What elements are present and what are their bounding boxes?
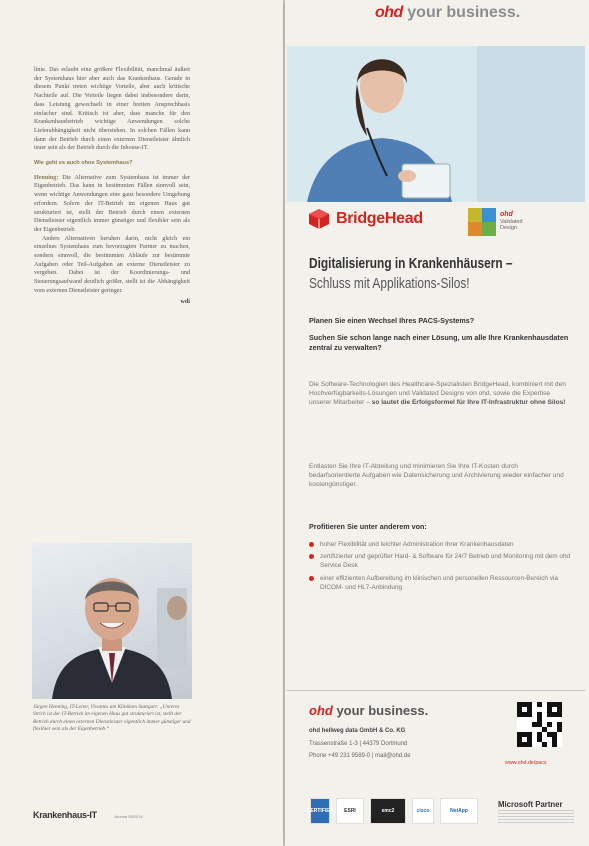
- erfolgsformel-paragraph: [309, 380, 571, 408]
- portrait-photo: [32, 543, 192, 699]
- partner-logo: ESRI: [336, 798, 364, 824]
- validated-ohd: ohd: [500, 211, 513, 219]
- partner-logos: [306, 798, 478, 824]
- left-magazine-page: [0, 0, 283, 846]
- answer-paragraph: [34, 174, 190, 235]
- advert-headline: Digitalisierung in Krankenhäusern –: [309, 256, 513, 272]
- ohd-header-logo: [375, 4, 520, 22]
- answer-paragraph-2: Anders Alternativen beruhen darin, nicht gleich ein einzelnes Systemhaus zum bevorzugten Partner zu machen, sondern sinnvoll, die bestimmten Abläufe zur bestimmte Aufgaben oder Teil-Aufgaben an externe Dienstleister zu vergeben. Dabei ist der Koordinierungs- und Steuerungsaufwand deutlich größer, stellt ist die Abhängigkeit vom externen Dienstleister geringer.: [34, 235, 190, 294]
- partner-logo: CERTIFIED: [310, 798, 330, 824]
- krankenhaus-it-logo: Krankenhaus-IT: [33, 810, 97, 820]
- ohd-footer-logo: [309, 703, 428, 718]
- list-item: einer effizienten Aufbereitung im klinischen und personellen Ressourcen-Bereich via DICOM- und HL7-Anbindung: [309, 574, 571, 592]
- your-business-wordmark: your business.: [402, 4, 521, 21]
- bridgehead-cube-icon: [308, 208, 330, 230]
- journal-issue: Journal 05/2016: [114, 814, 143, 819]
- bridgehead-wordmark: BridgeHead: [336, 210, 423, 227]
- author-signature: wdi: [180, 298, 190, 305]
- partner-logo: NetApp: [440, 798, 478, 824]
- company-contact: Phone +49 231 9589-0 | mail@ohd.de: [309, 753, 411, 759]
- entlasten-paragraph: Entlasten Sie Ihre IT-Abteilung und minimieren Sie Ihre IT-Kosten durch bedarfsorientierte Aufgaben wie Datensicherung und Archivierung wieder einfacher und kostengünstiger.: [309, 463, 564, 489]
- para1-bold: so lautet die Erfolgsformel für Ihre IT-Infrastruktur ohne Silos!: [369, 399, 566, 407]
- hero-photo-nurse: [287, 46, 585, 202]
- advert-subheadline: Schluss mit Applikations-Silos!: [309, 276, 470, 292]
- question-pacs: Planen Sie einen Wechsel Ihres PACS-Systems?: [309, 316, 475, 325]
- answer-speaker: Henning:: [34, 174, 59, 181]
- list-item: zertifizierter und geprüfter Hard- & Software für 24/7 Betrieb und Monitoring mit dem ohd Service Desk: [309, 552, 571, 570]
- qr-code-icon[interactable]: [517, 702, 562, 747]
- benefits-list: [309, 540, 571, 595]
- partner-logo: cisco: [412, 798, 434, 824]
- article-column: [34, 66, 190, 306]
- microsoft-partner-details: [498, 810, 574, 824]
- ohd-footer-wordmark: ohd: [309, 703, 333, 718]
- ohd-validated-design-badge: [468, 208, 523, 236]
- bridgehead-logo: [308, 208, 423, 230]
- validated-label: Validated: [500, 218, 523, 225]
- microsoft-partner-logo: Microsoft Partner: [498, 800, 563, 809]
- partner-logo: emc2: [370, 798, 406, 824]
- interview-question: Wie geht es auch ohne Systemhaus?: [34, 160, 133, 167]
- company-name: ohd hellweg data GmbH & Co. KG: [309, 728, 406, 734]
- company-address: Trassenstraße 1-3 | 44379 Dortmund: [309, 741, 408, 747]
- list-item: hoher Flexibilität und leichter Administration Ihrer Krankenhausdaten: [309, 540, 571, 549]
- benefits-title: Profitieren Sie unter anderem von:: [309, 522, 427, 531]
- photo-caption: Jürgen Henning, IT-Leiter, Vivantes am Klinikum Stuttgart: „Unterm Strich ist der IT-Betrieb im eigenen Haus gut strukturiert ist, stellt der Betrieb durch einen externen Dienstleister eigentlich immer günstiger und flexibler sein als der Eigenbetrieb.“: [33, 704, 191, 732]
- para1-text: Die Software-Technologien des Healthcare-Spezialisten BridgeHead, kombiniert mit den Hochverfügbarkeits-Lösungen und Validated Designs von ohd, sowie die Expertise unserer Mitarbeiter –: [309, 381, 566, 407]
- pacs-web-link[interactable]: www.ohd.de/pacs: [505, 760, 547, 766]
- answer-text: Die Alternative zum Systemhaus ist immer der Eigenbetrieb. Das kann in bestimmten Fällen sinnvoll sein, wenn wichtige Anwendungen eine ganz besondere Umgebung erfordern. Sofern der IT-Betrieb im eigenen Haus gut strukturiert ist, stellt der Betrieb durch einen externen Dienstleister eigentlich immer günstiger und flexibler sein als der Eigenbetrieb.: [34, 174, 190, 233]
- article-paragraph: linie. Das erlaubt eine größere Flexibilität, manchmal äußert der Systemhaus hier aber auch das Krankenhaus. Gerade in diesem Punkt treten wichtige Vorteile, aber auch kritische Nachteile auf. Die Vorteile liegen dabei insbesondere darin, dass Leistung gewechselt in einer breiten Ansprechbasis einfacher sind. Kritisch ist aber, dass manche für den Krankenhausbetrieb wichtige Anwendungen solche Lieferabhängigkeit nicht überstehen. In solchen Fällen kann dann der Betrieb durch einen externen Dienstleister ähnlich teuer sein als der Betrieb durch die Inhouse-IT.: [34, 67, 190, 152]
- divider: [287, 690, 585, 691]
- your-business-footer-wordmark: your business.: [332, 703, 429, 718]
- question-central-data: Suchen Sie schon lange nach einer Lösung, um alle Ihre Krankenhausdaten zentral zu verwalten?: [309, 333, 569, 352]
- validated-design-icon: [468, 208, 496, 236]
- ohd-wordmark: ohd: [375, 4, 403, 21]
- design-label: Design: [500, 225, 518, 232]
